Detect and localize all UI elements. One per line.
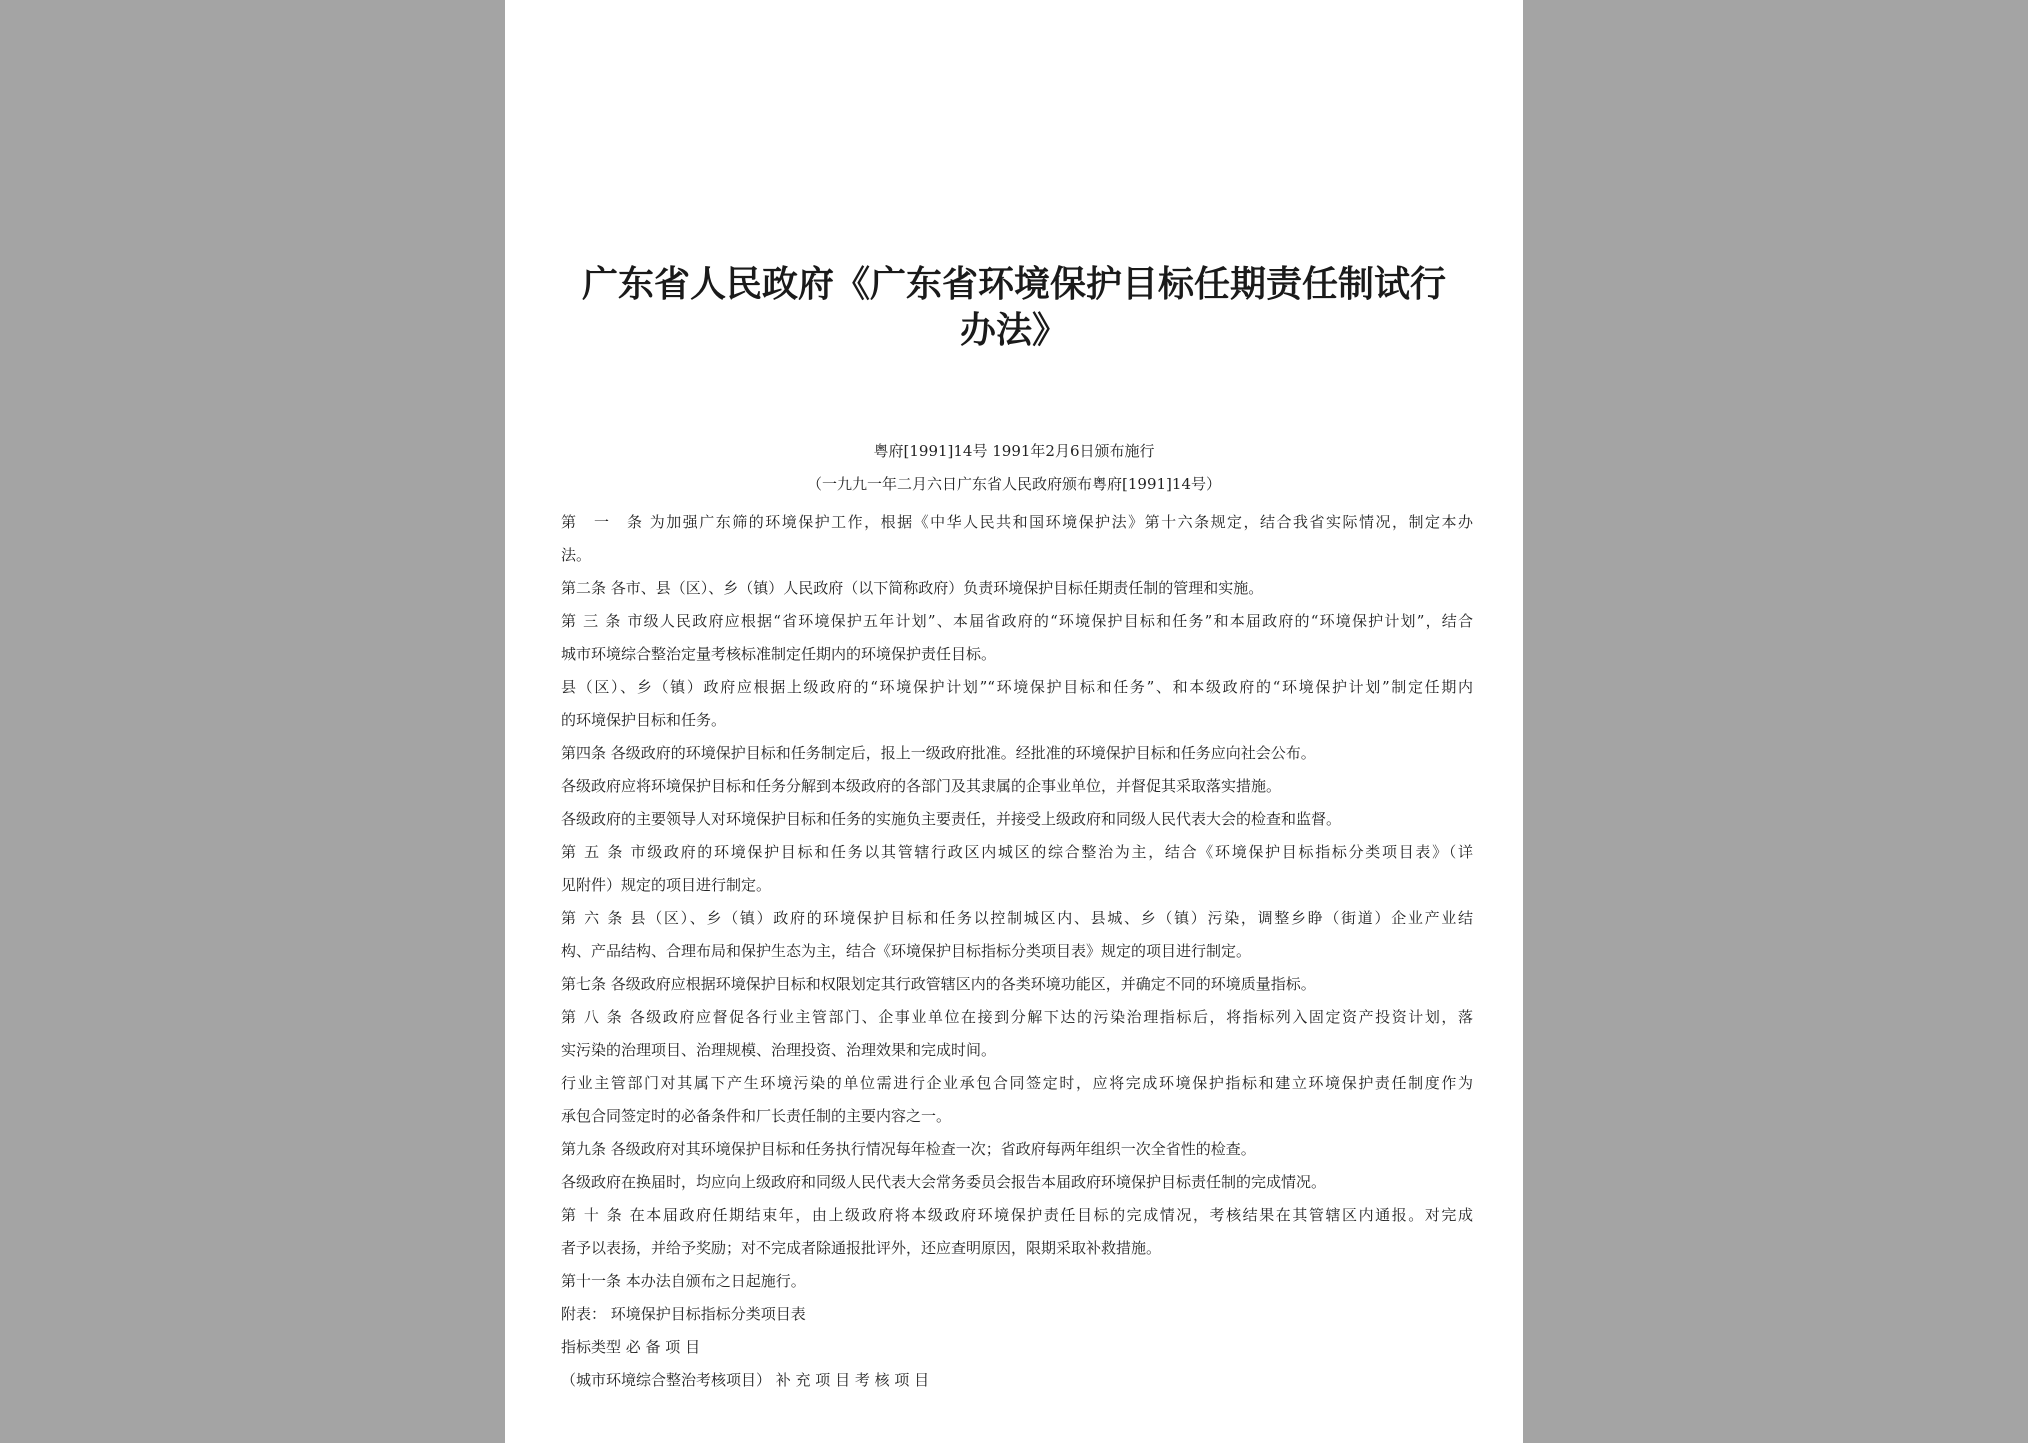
text-line: 者予以表扬，并给予奖励；对不完成者除通报批评外，还应查明原因，限期采取补救措施。 bbox=[561, 1239, 1162, 1257]
text-line: 构、产品结构、合理布局和保护生态为主，结合《环境保护目标指标分类项目表》规定的项目进行制定。 bbox=[561, 942, 1252, 960]
text-line: 各级政府的主要领导人对环境保护目标和任务的实施负主要责任，并接受上级政府和同级人民代表大会的检查和监督。 bbox=[561, 810, 1342, 828]
document-page bbox=[505, 0, 1523, 1443]
text-line: 第 八 条 各级政府应督促各行业主管部门、企事业单位在接到分解下达的污染治理指标后，将指标列入固定资产投资计划，落 bbox=[561, 1008, 1473, 1026]
text-line: 承包合同签定时的必备条件和厂长责任制的主要内容之一。 bbox=[561, 1107, 952, 1125]
text-line: 城市环境综合整治定量考核标准制定任期内的环境保护责任目标。 bbox=[561, 645, 997, 663]
text-line: 第十一条 本办法自颁布之日起施行。 bbox=[561, 1272, 806, 1290]
text-line: 县（区）、乡（镇）政府应根据上级政府的“环境保护计划”“环境保护目标和任务”、和本级政府的“环境保护计划”制定任期内 bbox=[561, 678, 1473, 696]
text-line: 第 一 条 为加强广东筛的环境保护工作，根据《中华人民共和国环境保护法》第十六条规定，结合我省实际情况，制定本办 bbox=[561, 513, 1473, 531]
text-line: 指标类型 必 备 项 目 bbox=[561, 1338, 701, 1356]
text-line: 的环境保护目标和任务。 bbox=[561, 711, 727, 729]
text-line: 附表： 环境保护目标指标分类项目表 bbox=[561, 1305, 806, 1323]
text-line: （城市环境综合整治考核项目） 补 充 项 目 考 核 项 目 bbox=[561, 1371, 930, 1389]
text-line: 法。 bbox=[561, 546, 592, 564]
text-line: 行业主管部门对其属下产生环境污染的单位需进行企业承包合同签定时，应将完成环境保护指标和建立环境保护责任制度作为 bbox=[561, 1074, 1473, 1092]
text-line: 第二条 各市、县（区）、乡（镇）人民政府（以下简称政府）负责环境保护目标任期责任制的管理和实施。 bbox=[561, 579, 1264, 597]
text-line: 第七条 各级政府应根据环境保护目标和权限划定其行政管辖区内的各类环境功能区，并确定不同的环境质量指标。 bbox=[561, 975, 1316, 993]
title-line: 广东省人民政府《广东省环境保护目标任期责任制试行 bbox=[581, 264, 1446, 305]
text-line: 第 十 条 在本届政府任期结束年，由上级政府将本级政府环境保护责任目标的完成情况，考核结果在其管辖区内通报。对完成 bbox=[561, 1206, 1473, 1224]
document-body bbox=[561, 506, 1473, 1397]
text-line: 第 三 条 市级人民政府应根据“省环境保护五年计划”、本届省政府的“环境保护目标和任务”和本届政府的“环境保护计划”，结合 bbox=[561, 612, 1473, 630]
text-line: 第九条 各级政府对其环境保护目标和任务执行情况每年检查一次；省政府每两年组织一次全省性的检查。 bbox=[561, 1140, 1256, 1158]
text-line: 第 六 条 县（区）、乡（镇）政府的环境保护目标和任务以控制城区内、县城、乡（镇）污染，调整乡睁（街道）企业产业结 bbox=[561, 909, 1473, 927]
text-line: 各级政府在换届时，均应向上级政府和同级人民代表大会常务委员会报告本届政府环境保护目标责任制的完成情况。 bbox=[561, 1173, 1327, 1191]
title-line: 办法》 bbox=[959, 310, 1068, 351]
issuance-note: （一九九一年二月六日广东省人民政府颁布粤府[1991]14号） bbox=[807, 475, 1221, 493]
text-line: 实污染的治理项目、治理规模、治理投资、治理效果和完成时间。 bbox=[561, 1041, 997, 1059]
document-title bbox=[505, 262, 1523, 354]
issuance-line: 粤府[1991]14号 1991年2月6日颁布施行 bbox=[873, 442, 1155, 460]
text-line: 第 五 条 市级政府的环境保护目标和任务以其管辖行政区内城区的综合整治为主，结合《环境保护目标指标分类项目表》（详 bbox=[561, 843, 1473, 861]
text-line: 各级政府应将环境保护目标和任务分解到本级政府的各部门及其隶属的企事业单位，并督促其采取落实措施。 bbox=[561, 777, 1282, 795]
text-line: 见附件）规定的项目进行制定。 bbox=[561, 876, 772, 894]
text-line: 第四条 各级政府的环境保护目标和任务制定后，报上一级政府批准。经批准的环境保护目标和任务应向社会公布。 bbox=[561, 744, 1316, 762]
